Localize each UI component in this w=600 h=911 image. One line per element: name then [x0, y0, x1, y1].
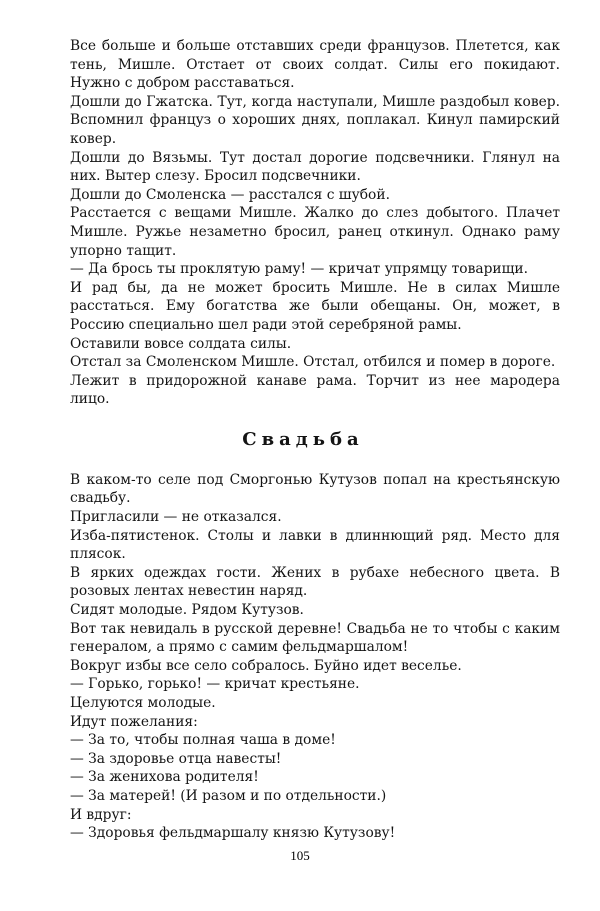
- dialogue-line: — Здоровья фельдмаршалу князю Кутузову!: [70, 825, 396, 842]
- dialogue-line: — За матерей! (И разом и по отдельности.): [70, 787, 387, 804]
- paragraph: Оставили вовсе солдата силы.: [70, 335, 292, 352]
- paragraph: Целуются молодые.: [70, 695, 216, 711]
- paragraph: — Да брось ты проклятую раму! — кричат упрямцу товарищи.: [70, 261, 529, 278]
- paragraph: Вокруг избы все село собралось. Буйно идет веселье.: [70, 657, 462, 674]
- paragraph: Лежит в придорожной канаве рама. Торчит из нее мародера лицо.: [70, 372, 560, 408]
- section-title: Свадьба: [242, 428, 364, 450]
- dialogue-line: — Горько, горько! — кричат крестьяне.: [70, 676, 360, 693]
- paragraph: Сидят молодые. Рядом Кутузов.: [70, 602, 304, 619]
- page-number: 105: [290, 848, 310, 863]
- paragraph: Все больше и больше отставших среди французов. Плетется, как тень, Мишле. Отстает от своих солдат. Силы его покидают. Нужно с добром расставаться.: [70, 38, 560, 92]
- story-svadba: [70, 471, 560, 843]
- paragraph: Дошли до Вязьмы. Тут достал дорогие подсвечники. Глянул на них. Вытер слезу. Бросил подсвечники.: [70, 149, 560, 185]
- paragraph: Расстается с вещами Мишле. Жалко до слез добытого. Плачет Мишле. Ружье незаметно бросил, ранец откинул. Однако раму упорно тащит.: [70, 205, 560, 259]
- paragraph: Отстал за Смоленском Мишле. Отстал, отбился и помер в дороге.: [70, 354, 556, 371]
- paragraph: Вот так невидаль в русской деревне! Свадьба не то чтобы с каким генералом, а прямо с самим фельдмаршалом!: [70, 620, 560, 656]
- paragraph: Идут пожелания:: [70, 713, 198, 730]
- paragraph: И вдруг:: [70, 806, 132, 823]
- paragraph: В каком-то селе под Сморгонью Кутузов попал на крестьянскую свадьбу.: [70, 471, 560, 507]
- dialogue-line: — За здоровье отца навесты!: [70, 750, 282, 767]
- paragraph: Дошли до Гжатска. Тут, когда наступали, Мишле раздобыл ковер. Вспомнил француз о хороших днях, поплакал. Кинул памирский ковер.: [70, 93, 560, 147]
- dialogue-line: — За женихова родителя!: [70, 769, 259, 786]
- story-continuation: [70, 37, 560, 409]
- paragraph: И рад бы, да не может бросить Мишле. Не в силах Мишле расстаться. Ему богатства же были обещаны. Он, может, в Россию специально шел ради этой серебряной рамы.: [70, 279, 560, 333]
- dialogue-line: — За то, чтобы полная чаша в доме!: [70, 732, 336, 749]
- paragraph: Изба-пятистенок. Столы и лавки в длиннющий ряд. Место для плясок.: [70, 527, 560, 563]
- paragraph: Пригласили — не отказался.: [70, 509, 282, 526]
- paragraph: В ярких одеждах гости. Жених в рубахе небесного цвета. В розовых лентах невестин наряд.: [70, 564, 560, 600]
- paragraph: Дошли до Смоленска — расстался с шубой.: [70, 186, 390, 203]
